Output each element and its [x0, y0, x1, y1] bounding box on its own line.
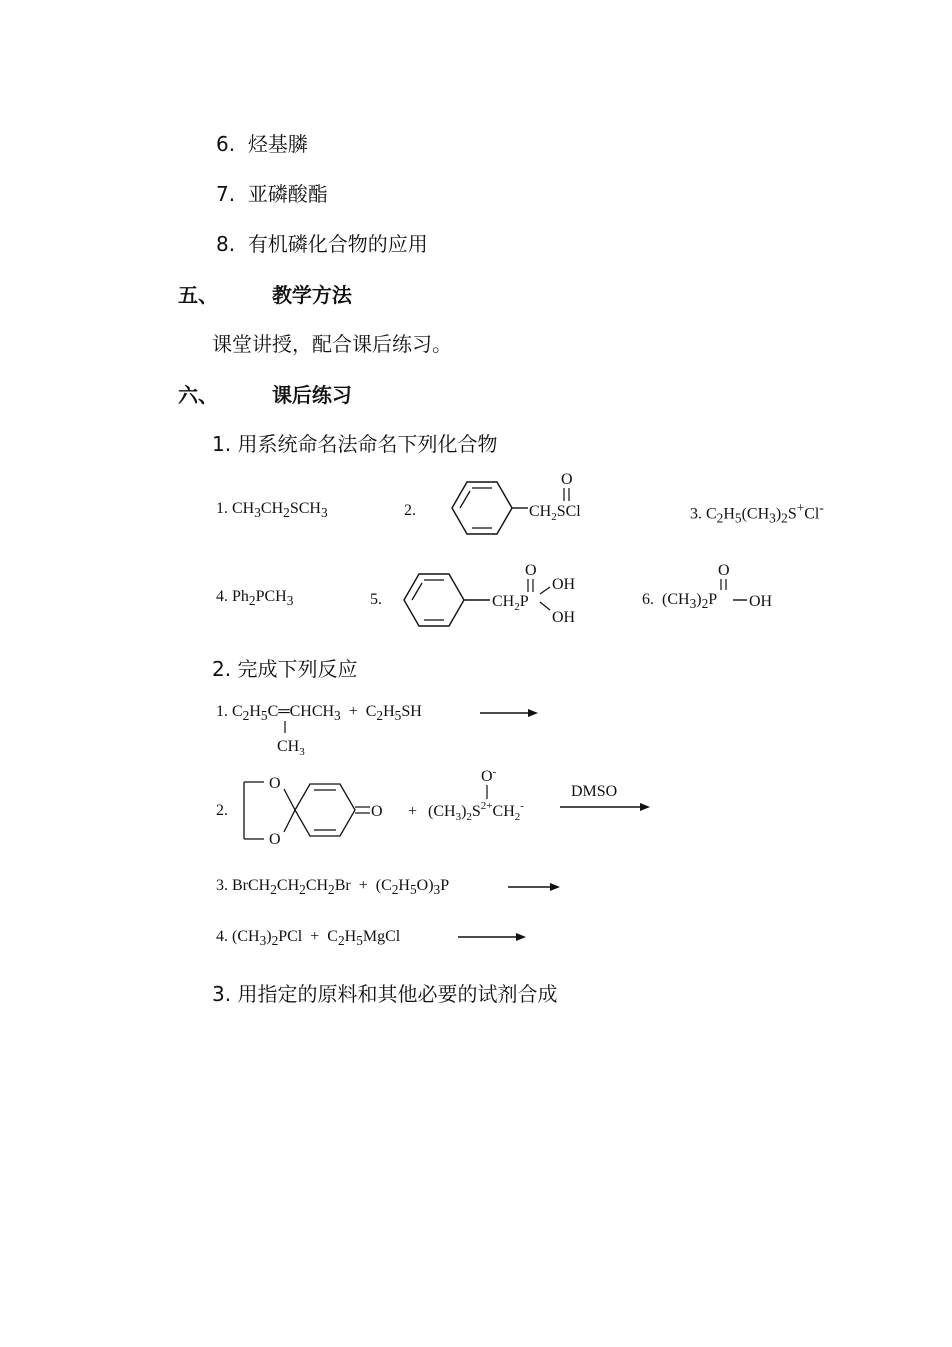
- outline-num: 7.: [216, 182, 236, 206]
- hydroxyl-label: OH: [552, 576, 576, 593]
- compound-5-structure: [390, 558, 590, 640]
- plus-sign: +: [358, 877, 368, 894]
- outline-item-8: [216, 228, 428, 257]
- arrowhead: [528, 709, 538, 717]
- arrowhead: [640, 803, 650, 811]
- group-label: $CH_2SCl$: [529, 503, 581, 523]
- reaction-1-structure: [270, 700, 540, 760]
- outline-text: 烃基膦: [247, 132, 308, 156]
- exercise-3-title: 3. 用指定的原料和其他必要的试剂合成: [212, 982, 558, 1006]
- solvent-label: DMSO: [571, 783, 618, 800]
- reaction-2-structure: [234, 765, 664, 855]
- hydroxyl-label: OH: [749, 593, 773, 610]
- oxygen-label: O: [525, 562, 537, 579]
- ketone-oxygen: O: [371, 803, 383, 820]
- compound-6-structure: [706, 560, 796, 620]
- compound-num: 1.: [216, 500, 228, 517]
- bond: [284, 810, 295, 832]
- cyclohexadiene-ring: [295, 784, 355, 836]
- section-num: 五、: [178, 283, 218, 307]
- compound-3: 3. $C_2H_5(CH_3)_2S^+Cl^-$: [690, 500, 824, 526]
- oxygen-label: O: [718, 562, 730, 579]
- outline-num: 8.: [216, 232, 236, 256]
- ring-double-bond: [460, 491, 470, 508]
- reaction-1: 1. $C_2H_5C═CHCH_3 + C_2H_5SH$: [216, 703, 422, 724]
- branch-label: $CH_3$: [277, 738, 305, 758]
- benzene-ring: [452, 482, 512, 534]
- exercise-1-title: 1. 用系统命名法命名下列化合物: [212, 432, 498, 456]
- compound-2-num: 2.: [404, 502, 416, 519]
- section-num: 六、: [178, 383, 218, 407]
- bond: [540, 587, 550, 594]
- reaction-num: 3.: [216, 877, 228, 894]
- ylide-oxygen-label: O-: [481, 766, 497, 785]
- arrowhead: [550, 883, 560, 891]
- compound-4: 4. $Ph_2PCH_3$: [216, 588, 294, 609]
- reaction-num: 4.: [216, 928, 228, 945]
- reaction-2-num: 2.: [216, 802, 228, 819]
- compound-1: 1. $CH_3CH_2SCH_3$: [216, 500, 328, 521]
- section-5-body: 课堂讲授，配合课后练习。: [212, 332, 452, 356]
- section-6-heading: [178, 379, 352, 408]
- bond: [540, 602, 550, 610]
- group-label: $CH_2P$: [492, 593, 529, 613]
- compound-num: 3.: [690, 505, 702, 523]
- oxygen-label: O: [561, 471, 573, 488]
- section-title: 课后练习: [271, 383, 352, 407]
- plus-sign: +: [310, 928, 320, 945]
- outline-item-6: [216, 128, 308, 157]
- section-title: 教学方法: [271, 283, 352, 307]
- ring-oxygen: O: [269, 775, 281, 792]
- compound-num: 4.: [216, 588, 228, 605]
- compound-num: 6.: [642, 591, 654, 608]
- exercise-2-title: 2. 完成下列反应: [212, 657, 358, 681]
- plus-sign: +: [348, 703, 358, 720]
- compound-6: 6. $(CH_3)_2P$: [642, 591, 718, 612]
- reaction-num: 1.: [216, 703, 228, 720]
- ylide-label: $(CH_3)_2S^{2+}CH_2^-$: [428, 800, 524, 823]
- outline-text: 有机磷化合物的应用: [247, 232, 428, 256]
- arrowhead: [516, 933, 526, 941]
- outline-num: 6.: [216, 132, 236, 156]
- ring-oxygen: O: [269, 831, 281, 848]
- ring-double-bond: [412, 583, 422, 600]
- hydroxyl-label: OH: [552, 609, 576, 626]
- benzene-ring: [404, 574, 464, 626]
- reaction-4-arrow: [456, 928, 531, 948]
- reaction-3-arrow: [506, 878, 566, 898]
- plus-sign: +: [408, 803, 418, 820]
- compound-2-structure: [430, 468, 610, 548]
- reaction-3: 3. $BrCH_2CH_2CH_2Br + (C_2H_5O)_3P$: [216, 877, 450, 898]
- section-5-heading: [178, 279, 352, 308]
- reaction-4: 4. $(CH_3)_2PCl$ + $C_2H_5MgCl$: [216, 928, 401, 949]
- outline-item-7: [216, 178, 328, 207]
- bond: [284, 789, 295, 810]
- compound-5-num: 5.: [370, 591, 382, 608]
- outline-text: 亚磷酸酯: [247, 182, 328, 206]
